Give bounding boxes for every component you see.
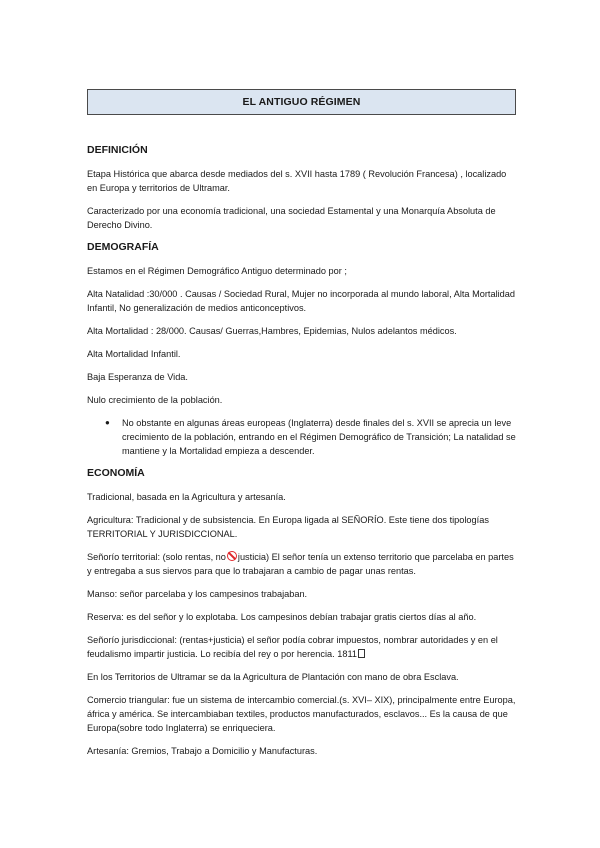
paragraph: Baja Esperanza de Vida. (87, 372, 188, 382)
paragraph (87, 633, 519, 661)
text-run: Señorío territorial: (solo rentas, no (87, 552, 226, 562)
paragraph: Tradicional, basada en la Agricultura y artesanía. (87, 492, 286, 502)
paragraph: Artesanía: Gremios, Trabajo a Domicilio y Manufacturas. (87, 746, 318, 756)
paragraph: Etapa Histórica que abarca desde mediados del s. XVII hasta 1789 ( Revolución Francesa) , localizado en Europa y territorios de Ultramar. (87, 169, 507, 193)
paragraph: Alta Natalidad :30/000 . Causas / Sociedad Rural, Mujer no incorporada al mundo laboral, Alta Mortalidad Infantil, No generalización de medios anticonceptivos. (87, 289, 515, 313)
paragraph: Comercio triangular: fue un sistema de intercambio comercial.(s. XVI– XIX), principalmente entre Europa, áfrica y américa. Se intercambiaban textiles, productos manufacturados, esclavos... Es la causa de que Europa(sobre todo Inglaterra) se enriqueciera. (87, 695, 516, 733)
list-item-text: No obstante en algunas áreas europeas (Inglaterra) desde finales del s. XVII se aprecia un leve crecimiento de la población, entrando en el Régimen Demográfico de Transición; La natalidad se mantiene y la Mortalidad empieza a descender. (122, 418, 516, 456)
heading-economia: ECONOMÍA (87, 467, 145, 479)
text-run: justicia) El señor tenía un extenso territorio que parcelaba en partes y entregaba a sus siervos para que lo trabajaran a cambio de pagar unas rentas. (87, 552, 514, 576)
paragraph: Caracterizado por una economía tradicional, una sociedad Estamental y una Monarquía Absoluta de Derecho Divino. (87, 206, 496, 230)
paragraph: Alta Mortalidad Infantil. (87, 349, 181, 359)
bullet-icon: ● (105, 418, 110, 427)
paragraph: Estamos en el Régimen Demográfico Antiguo determinado por ; (87, 266, 347, 276)
page-title: EL ANTIGUO RÉGIMEN (87, 89, 516, 115)
paragraph: Nulo crecimiento de la población. (87, 395, 223, 405)
text-run: Señorío jurisdiccional: (rentas+justicia) el señor podía cobrar impuestos, nombrar autoridades y en el feudalismo impartir justicia. Lo recibía del rey o por herencia. 1811 (87, 635, 498, 659)
bullet-list (87, 416, 519, 458)
heading-demografia: DEMOGRAFÍA (87, 241, 159, 253)
paragraph: Agricultura: Tradicional y de subsistencia. En Europa ligada al SEÑORÍO. Este tiene dos tipologías TERRITORIAL Y JURISDICCIONAL. (87, 515, 489, 539)
document-body (87, 144, 519, 767)
no-symbol-icon (227, 551, 237, 561)
paragraph: En los Territorios de Ultramar se da la Agricultura de Plantación con mano de obra Esclava. (87, 672, 459, 682)
heading-definicion: DEFINICIÓN (87, 144, 148, 156)
paragraph: Reserva: es del señor y lo explotaba. Los campesinos debían trabajar gratis ciertos días al año. (87, 612, 477, 622)
missing-glyph-icon (358, 649, 365, 658)
list-item (87, 416, 519, 458)
paragraph: Alta Mortalidad : 28/000. Causas/ Guerras,Hambres, Epidemias, Nulos adelantos médicos. (87, 326, 457, 336)
paragraph: Manso: señor parcelaba y los campesinos trabajaban. (87, 589, 308, 599)
paragraph (87, 550, 519, 578)
